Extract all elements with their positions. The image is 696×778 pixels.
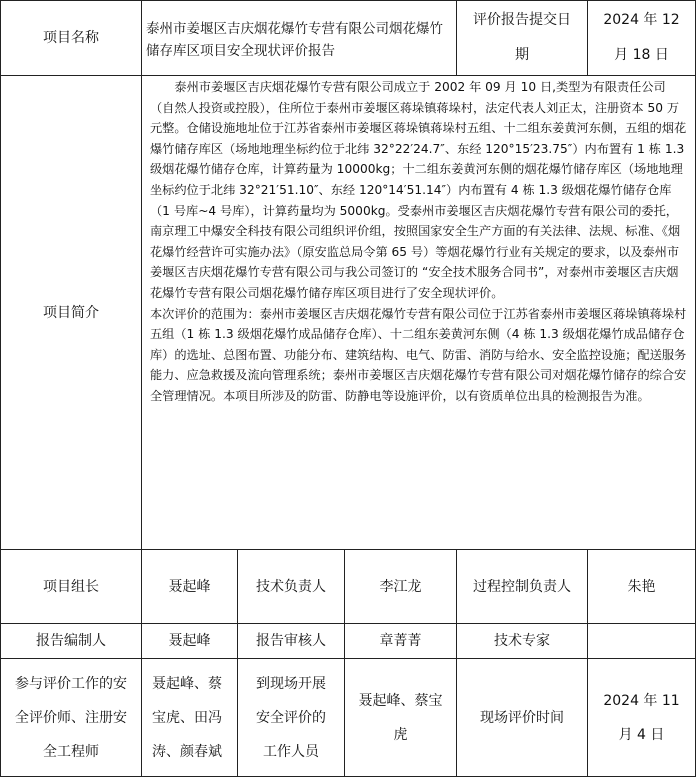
- leader-value: 聂起峰: [142, 550, 238, 624]
- process-control-value: 朱艳: [588, 550, 696, 624]
- process-control-label: 过程控制负责人: [457, 550, 588, 624]
- tech-lead-label: 技术负责人: [238, 550, 345, 624]
- project-name-value: 泰州市姜堰区吉庆烟花爆竹专营有限公司烟花爆竹储存库区项目安全现状评价报告: [142, 1, 457, 76]
- reviewer-value: 章菁菁: [345, 624, 457, 659]
- intro-paragraph-1: 泰州市姜堰区吉庆烟花爆竹专营有限公司成立于 2002 年 09 月 10 日,类型为有限责任公司（自然人投资或控股），住所位于泰州市姜堰区蒋垛镇蒋垛村，法定代表人刘正太，注册资本 50 万元整。仓储设施地址位于江苏省泰州市姜堰区蒋垛镇蒋垛村五组、十二组东姜黄河东侧，五组的烟花爆竹储存库区（场地地理坐标约位于北纬 32°22′24.7″、东经 120°15′23.75″）内布置有 1 栋 1.3 级烟花爆竹储存仓库，计算药量为 10000kg；十二组东姜黄河东侧的烟花爆竹储存库区（场地地理坐标约位于北纬 32°21′51.10″、东经 120°14′51.14″）内布置有 4 栋 1.3 级烟花爆竹储存仓库（1 号库~4 号库），计算药量均为 5000kg。受泰州市姜堰区吉庆烟花爆竹专营有限公司的委托，南京理工中爆安全科技有限公司组织评价组，按照国家安全生产方面的有关法律、法规、标准、《烟花爆竹经营许可实施办法》（原安监总局令第 65 号）等烟花爆竹行业有关规定的要求，以及泰州市姜堰区吉庆烟花爆竹专营有限公司与我公司签订的 “安全技术服务合同书”，对泰州市姜堰区吉庆烟花爆竹专营有限公司烟花爆竹储存库区项目进行了安全现状评价。: [150, 80, 687, 300]
- report-date-label: 评价报告提交日期: [457, 1, 588, 76]
- leader-label: 项目组长: [1, 550, 142, 624]
- intro-label: 项目简介: [1, 76, 142, 550]
- expert-value: [588, 624, 696, 659]
- project-intro: [142, 76, 696, 550]
- reviewer-label: 报告审核人: [238, 624, 345, 659]
- intro-paragraph-2: 本次评价的范围为：泰州市姜堰区吉庆烟花爆竹专营有限公司位于江苏省泰州市姜堰区蒋垛镇蒋垛村五组（1 栋 1.3 级烟花爆竹成品储存仓库）、十二组东姜黄河东侧（4 栋 1.3 级烟花爆竹成品储存仓库）的选址、总图布置、功能分布、建筑结构、电气、防雷、消防与给水、安全监控设施；配送服务能力、应急救援及流向管理系统；泰州市姜堰区吉庆烟花爆竹专营有限公司对烟花爆竹储存的综合安全管理情况。本项目所涉及的防雷、防静电等设施评价，以有资质单位出具的检测报告为准。: [150, 306, 687, 403]
- tech-lead-value: 李江龙: [345, 550, 457, 624]
- project-name-label: 项目名称: [1, 1, 142, 76]
- compiler-label: 报告编制人: [1, 624, 142, 659]
- report-date-value: 2024 年 12 月 18 日: [588, 1, 696, 76]
- onsite-staff-label: 到现场开展安全评价的工作人员: [238, 659, 345, 777]
- site-eval-time-label: 现场评价时间: [457, 659, 588, 777]
- site-eval-time-value: 2024 年 11 月 4 日: [588, 659, 696, 777]
- onsite-staff-value: 聂起峰、蔡宝虎: [345, 659, 457, 777]
- evaluators-value: 聂起峰、蔡宝虎、田冯涛、颜春斌: [142, 659, 238, 777]
- expert-label: 技术专家: [457, 624, 588, 659]
- evaluators-label: 参与评价工作的安全评价师、注册安全工程师: [1, 659, 142, 777]
- compiler-value: 聂起峰: [142, 624, 238, 659]
